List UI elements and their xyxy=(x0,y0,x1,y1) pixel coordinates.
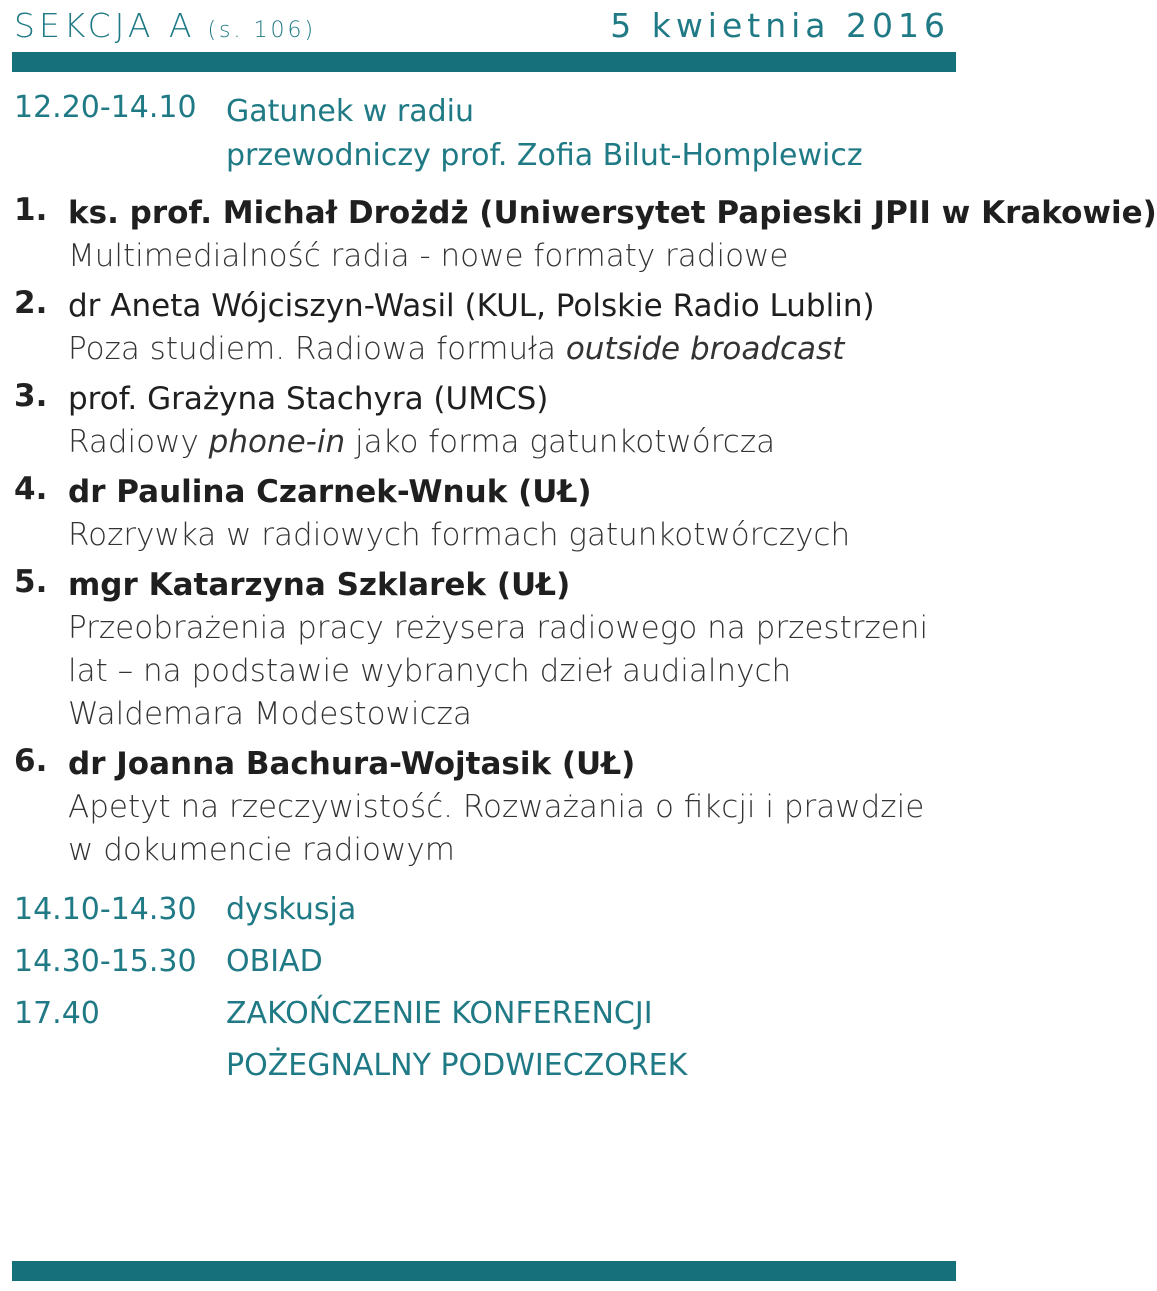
talk-number: 1. xyxy=(14,192,48,228)
talk-topic: Radiowy phone-in jako forma gatunkotwórcza xyxy=(68,424,776,460)
schedule-label: OBIAD xyxy=(226,944,323,979)
schedule-label: POŻEGNALNY PODWIECZOREK xyxy=(226,1048,688,1083)
session-title-block xyxy=(226,90,863,178)
talk-speaker: ks. prof. Michał Drożdż (Uniwersytet Papieski JPII w Krakowie) xyxy=(68,195,1157,231)
session-chair: przewodniczy prof. Zofia Bilut-Homplewicz xyxy=(226,138,863,173)
schedule-time: 17.40 xyxy=(14,996,100,1031)
list-item xyxy=(14,378,954,464)
talk-topic: Rozrywka w radiowych formach gatunkotwórczych xyxy=(68,517,851,553)
schedule-label: dyskusja xyxy=(226,892,357,927)
talk-list xyxy=(14,192,1157,872)
list-item xyxy=(14,285,954,371)
session-time: 12.20-14.10 xyxy=(14,90,197,125)
list-item xyxy=(14,192,1157,278)
talk-number: 6. xyxy=(14,743,48,779)
talk-speaker: dr Joanna Bachura-Wojtasik (UŁ) xyxy=(68,746,636,782)
talk-topic: Poza studiem. Radiowa formuła outside broadcast xyxy=(68,331,845,367)
talk-number: 5. xyxy=(14,564,48,600)
top-divider-bar xyxy=(12,52,956,72)
talk-speaker: dr Aneta Wójciszyn-Wasil (KUL, Polskie Radio Lublin) xyxy=(68,288,875,324)
talk-number: 4. xyxy=(14,471,48,507)
talk-topic: Przeobrażenia pracy reżysera radiowego na przestrzeni lat – na podstawie wybranych dzieł audialnych Waldemara Modestowicza xyxy=(68,610,929,732)
page-header xyxy=(14,6,950,46)
session-title: Gatunek w radiu xyxy=(226,94,474,129)
list-item xyxy=(14,564,954,736)
schedule-time: 14.10-14.30 xyxy=(14,892,197,927)
list-item xyxy=(14,471,954,557)
talk-speaker: dr Paulina Czarnek-Wnuk (UŁ) xyxy=(68,474,592,510)
section-title xyxy=(14,6,316,45)
list-item xyxy=(14,743,954,872)
talk-number: 2. xyxy=(14,285,48,321)
talk-speaker: mgr Katarzyna Szklarek (UŁ) xyxy=(68,567,571,603)
schedule-time: 14.30-15.30 xyxy=(14,944,197,979)
talk-topic: Multimedialność radia - nowe formaty radiowe xyxy=(68,238,789,274)
bottom-divider-bar xyxy=(12,1261,956,1281)
section-name: SEKCJA A xyxy=(14,6,196,45)
schedule-label: ZAKOŃCZENIE KONFERENCJI xyxy=(226,996,653,1031)
header-date: 5 kwietnia 2016 xyxy=(610,6,950,45)
talk-speaker: prof. Grażyna Stachyra (UMCS) xyxy=(68,381,549,417)
page-reference: (s. 106) xyxy=(207,18,317,43)
talk-topic: Apetyt na rzeczywistość. Rozważania o fikcji i prawdzie w dokumencie radiowym xyxy=(68,789,925,868)
talk-number: 3. xyxy=(14,378,48,414)
